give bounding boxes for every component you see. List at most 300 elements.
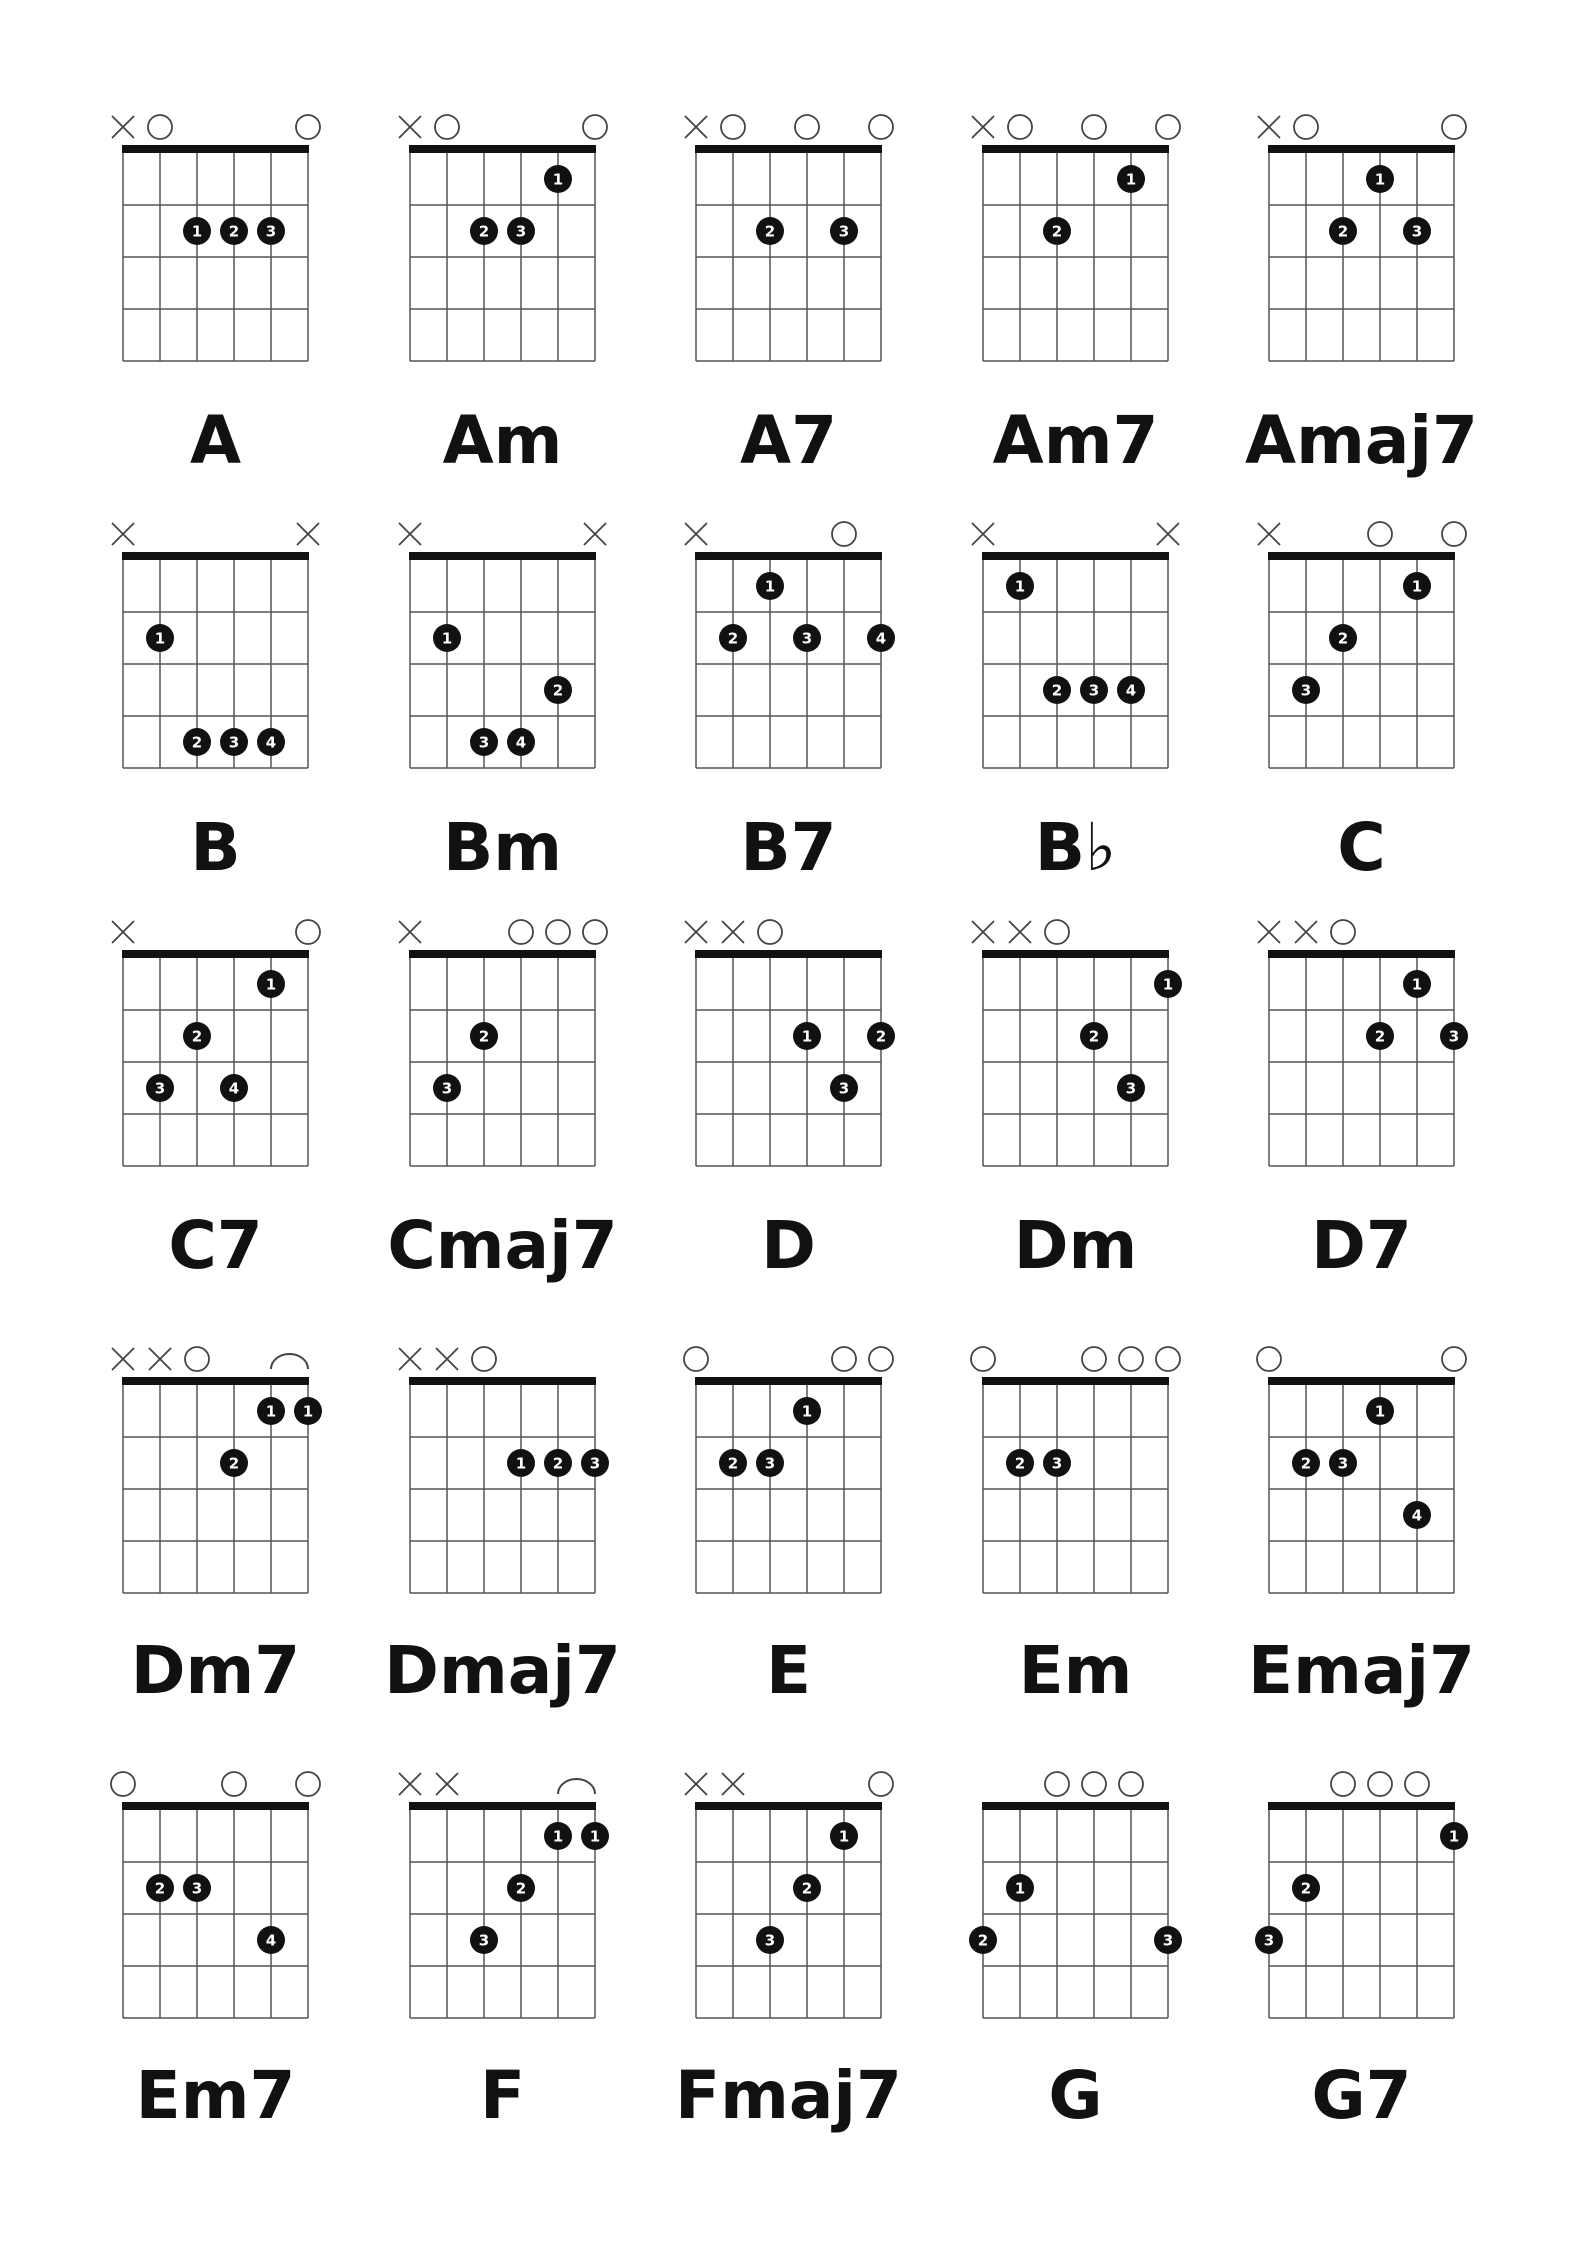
finger-dot bbox=[470, 217, 498, 245]
finger-number: 4 bbox=[875, 629, 887, 648]
finger-dot bbox=[257, 217, 285, 245]
finger-number: 3 bbox=[1162, 1931, 1174, 1950]
open-string-icon bbox=[1008, 115, 1032, 139]
nut bbox=[1268, 145, 1455, 153]
finger-dot bbox=[1080, 1022, 1108, 1050]
finger-number: 2 bbox=[764, 222, 776, 241]
chord-name: Emaj7 bbox=[1248, 1632, 1475, 1709]
open-string-icon bbox=[869, 1347, 893, 1371]
finger-number: 2 bbox=[154, 1879, 166, 1898]
finger-dot bbox=[867, 624, 895, 652]
chord-name: G bbox=[1048, 2057, 1103, 2134]
finger-number: 1 bbox=[552, 170, 564, 189]
finger-number: 1 bbox=[552, 1827, 564, 1846]
finger-number: 1 bbox=[1162, 975, 1174, 994]
finger-number: 3 bbox=[838, 1079, 850, 1098]
open-string-icon bbox=[832, 1347, 856, 1371]
chord-name: Fmaj7 bbox=[675, 2057, 902, 2134]
chord-name: D bbox=[761, 1207, 816, 1284]
finger-dot bbox=[1292, 1874, 1320, 1902]
finger-dot bbox=[507, 1874, 535, 1902]
chord-diagram bbox=[1258, 920, 1468, 1166]
chord-name: B bbox=[190, 809, 241, 886]
finger-dot bbox=[1255, 1926, 1283, 1954]
finger-dot bbox=[433, 1074, 461, 1102]
finger-dot bbox=[470, 1926, 498, 1954]
finger-dot bbox=[220, 217, 248, 245]
finger-number: 3 bbox=[589, 1454, 601, 1473]
finger-number: 2 bbox=[191, 1027, 203, 1046]
chord-name: Am bbox=[442, 402, 563, 479]
chord-diagram bbox=[112, 920, 320, 1166]
chord-diagram bbox=[684, 1347, 893, 1593]
open-string-icon bbox=[1045, 1772, 1069, 1796]
finger-number: 1 bbox=[1374, 1402, 1386, 1421]
chord-diagram bbox=[969, 1772, 1182, 2018]
muted-string-icon bbox=[685, 116, 707, 138]
finger-number: 2 bbox=[515, 1879, 527, 1898]
finger-dot bbox=[1440, 1822, 1468, 1850]
open-string-icon bbox=[1442, 1347, 1466, 1371]
nut bbox=[409, 1377, 596, 1385]
nut bbox=[982, 1377, 1169, 1385]
chord-name: C7 bbox=[168, 1207, 263, 1284]
finger-dot bbox=[257, 1397, 285, 1425]
finger-number: 4 bbox=[265, 1931, 277, 1950]
finger-number: 3 bbox=[228, 733, 240, 752]
open-string-icon bbox=[832, 522, 856, 546]
finger-dot bbox=[220, 1074, 248, 1102]
open-string-icon bbox=[1442, 522, 1466, 546]
chord-name: Em bbox=[1018, 1632, 1133, 1709]
finger-dot bbox=[830, 1822, 858, 1850]
nut bbox=[122, 1802, 309, 1810]
chord-diagram bbox=[1255, 1772, 1468, 2018]
open-string-icon bbox=[721, 115, 745, 139]
muted-string-icon bbox=[584, 523, 606, 545]
chord-diagram bbox=[1257, 1347, 1466, 1593]
finger-dot bbox=[1292, 1449, 1320, 1477]
open-string-icon bbox=[148, 115, 172, 139]
finger-number: 3 bbox=[1125, 1079, 1137, 1098]
finger-dot bbox=[1043, 676, 1071, 704]
chord-diagram bbox=[685, 1772, 893, 2018]
open-string-icon bbox=[509, 920, 533, 944]
finger-number: 1 bbox=[801, 1027, 813, 1046]
finger-dot bbox=[183, 217, 211, 245]
finger-number: 1 bbox=[801, 1402, 813, 1421]
chord-name: C bbox=[1337, 809, 1386, 886]
finger-dot bbox=[793, 624, 821, 652]
finger-number: 3 bbox=[801, 629, 813, 648]
open-string-icon bbox=[1156, 115, 1180, 139]
muted-string-icon bbox=[399, 921, 421, 943]
nut bbox=[982, 145, 1169, 153]
finger-number: 3 bbox=[515, 222, 527, 241]
finger-number: 1 bbox=[1014, 1879, 1026, 1898]
open-string-icon bbox=[1442, 115, 1466, 139]
muted-string-icon bbox=[1295, 921, 1317, 943]
open-string-icon bbox=[1331, 1772, 1355, 1796]
finger-number: 3 bbox=[191, 1879, 203, 1898]
finger-number: 4 bbox=[1125, 681, 1137, 700]
chord-diagram bbox=[972, 920, 1182, 1166]
chord-diagram bbox=[112, 115, 320, 361]
open-string-icon bbox=[1082, 1347, 1106, 1371]
finger-dot bbox=[830, 1074, 858, 1102]
muted-string-icon bbox=[297, 523, 319, 545]
finger-number: 4 bbox=[265, 733, 277, 752]
finger-dot bbox=[756, 1926, 784, 1954]
finger-dot bbox=[969, 1926, 997, 1954]
finger-dot bbox=[1006, 1874, 1034, 1902]
finger-number: 2 bbox=[478, 222, 490, 241]
chord-diagram bbox=[399, 1773, 609, 2018]
finger-dot bbox=[1154, 1926, 1182, 1954]
finger-dot bbox=[1329, 624, 1357, 652]
finger-dot bbox=[470, 728, 498, 756]
open-string-icon bbox=[869, 1772, 893, 1796]
open-string-icon bbox=[296, 115, 320, 139]
open-string-icon bbox=[1045, 920, 1069, 944]
muted-string-icon bbox=[436, 1773, 458, 1795]
nut bbox=[409, 145, 596, 153]
nut bbox=[1268, 950, 1455, 958]
finger-dot bbox=[183, 1022, 211, 1050]
finger-dot bbox=[1440, 1022, 1468, 1050]
chord-name: B♭ bbox=[1034, 809, 1117, 886]
finger-dot bbox=[719, 624, 747, 652]
finger-number: 2 bbox=[478, 1027, 490, 1046]
nut bbox=[122, 1377, 309, 1385]
finger-dot bbox=[719, 1449, 747, 1477]
chord-diagram bbox=[1258, 115, 1466, 361]
chord-name: Dm bbox=[1013, 1207, 1138, 1284]
finger-dot bbox=[867, 1022, 895, 1050]
finger-dot bbox=[793, 1874, 821, 1902]
finger-number: 2 bbox=[228, 1454, 240, 1473]
finger-number: 1 bbox=[838, 1827, 850, 1846]
muted-string-icon bbox=[1258, 921, 1280, 943]
chord-name: Bm bbox=[442, 809, 563, 886]
finger-dot bbox=[146, 1874, 174, 1902]
finger-dot bbox=[146, 624, 174, 652]
barre-icon bbox=[558, 1779, 595, 1794]
chord-name: E bbox=[765, 1632, 812, 1709]
nut bbox=[1268, 552, 1455, 560]
finger-number: 3 bbox=[1300, 681, 1312, 700]
finger-number: 2 bbox=[1014, 1454, 1026, 1473]
finger-dot bbox=[507, 1449, 535, 1477]
nut bbox=[695, 145, 882, 153]
open-string-icon bbox=[1082, 115, 1106, 139]
muted-string-icon bbox=[149, 1348, 171, 1370]
finger-number: 3 bbox=[1411, 222, 1423, 241]
muted-string-icon bbox=[112, 116, 134, 138]
nut bbox=[695, 1377, 882, 1385]
finger-number: 2 bbox=[875, 1027, 887, 1046]
open-string-icon bbox=[795, 115, 819, 139]
chord-name: Em7 bbox=[135, 2057, 296, 2134]
chord-diagram bbox=[972, 115, 1180, 361]
finger-dot bbox=[544, 676, 572, 704]
finger-dot bbox=[1366, 165, 1394, 193]
open-string-icon bbox=[583, 920, 607, 944]
finger-number: 3 bbox=[1337, 1454, 1349, 1473]
finger-dot bbox=[793, 1397, 821, 1425]
finger-number: 2 bbox=[552, 681, 564, 700]
finger-number: 1 bbox=[1411, 975, 1423, 994]
open-string-icon bbox=[185, 1347, 209, 1371]
muted-string-icon bbox=[685, 921, 707, 943]
muted-string-icon bbox=[722, 921, 744, 943]
chord-diagram bbox=[971, 1347, 1180, 1593]
finger-dot bbox=[1154, 970, 1182, 998]
finger-number: 2 bbox=[727, 629, 739, 648]
nut bbox=[982, 552, 1169, 560]
finger-number: 4 bbox=[515, 733, 527, 752]
finger-number: 1 bbox=[1448, 1827, 1460, 1846]
finger-number: 1 bbox=[1411, 577, 1423, 596]
finger-dot bbox=[1403, 572, 1431, 600]
finger-number: 4 bbox=[228, 1079, 240, 1098]
muted-string-icon bbox=[399, 1348, 421, 1370]
finger-number: 2 bbox=[801, 1879, 813, 1898]
nut bbox=[1268, 1802, 1455, 1810]
chord-diagram bbox=[685, 522, 895, 768]
muted-string-icon bbox=[972, 523, 994, 545]
finger-dot bbox=[294, 1397, 322, 1425]
nut bbox=[409, 1802, 596, 1810]
finger-dot bbox=[257, 728, 285, 756]
finger-number: 3 bbox=[154, 1079, 166, 1098]
finger-number: 2 bbox=[191, 733, 203, 752]
finger-dot bbox=[1366, 1397, 1394, 1425]
open-string-icon bbox=[546, 920, 570, 944]
muted-string-icon bbox=[1258, 523, 1280, 545]
finger-dot bbox=[183, 728, 211, 756]
finger-dot bbox=[183, 1874, 211, 1902]
finger-number: 1 bbox=[1125, 170, 1137, 189]
finger-dot bbox=[470, 1022, 498, 1050]
finger-number: 3 bbox=[838, 222, 850, 241]
finger-number: 2 bbox=[977, 1931, 989, 1950]
finger-number: 2 bbox=[552, 1454, 564, 1473]
chord-name: Amaj7 bbox=[1245, 402, 1478, 479]
chord-diagram bbox=[111, 1772, 320, 2018]
muted-string-icon bbox=[436, 1348, 458, 1370]
chord-diagram bbox=[112, 523, 319, 768]
open-string-icon bbox=[1082, 1772, 1106, 1796]
muted-string-icon bbox=[972, 921, 994, 943]
muted-string-icon bbox=[399, 523, 421, 545]
finger-number: 1 bbox=[441, 629, 453, 648]
chord-name: G7 bbox=[1311, 2057, 1412, 2134]
finger-dot bbox=[1080, 676, 1108, 704]
finger-dot bbox=[1006, 572, 1034, 600]
muted-string-icon bbox=[1157, 523, 1179, 545]
finger-number: 2 bbox=[1051, 222, 1063, 241]
finger-number: 2 bbox=[228, 222, 240, 241]
finger-dot bbox=[146, 1074, 174, 1102]
open-string-icon bbox=[1368, 1772, 1392, 1796]
finger-dot bbox=[581, 1822, 609, 1850]
open-string-icon bbox=[971, 1347, 995, 1371]
finger-number: 3 bbox=[478, 733, 490, 752]
finger-dot bbox=[1403, 217, 1431, 245]
finger-dot bbox=[1403, 970, 1431, 998]
finger-number: 1 bbox=[764, 577, 776, 596]
chord-diagram bbox=[112, 1347, 322, 1593]
finger-dot bbox=[220, 728, 248, 756]
finger-number: 4 bbox=[1411, 1506, 1423, 1525]
muted-string-icon bbox=[399, 1773, 421, 1795]
finger-dot bbox=[257, 1926, 285, 1954]
nut bbox=[409, 950, 596, 958]
finger-dot bbox=[544, 165, 572, 193]
open-string-icon bbox=[1119, 1772, 1143, 1796]
finger-number: 3 bbox=[478, 1931, 490, 1950]
finger-number: 2 bbox=[1300, 1454, 1312, 1473]
finger-number: 3 bbox=[1088, 681, 1100, 700]
chord-diagram bbox=[399, 920, 607, 1166]
finger-number: 2 bbox=[1088, 1027, 1100, 1046]
chord-name: B7 bbox=[740, 809, 837, 886]
finger-dot bbox=[1366, 1022, 1394, 1050]
open-string-icon bbox=[583, 115, 607, 139]
finger-number: 1 bbox=[191, 222, 203, 241]
open-string-icon bbox=[1368, 522, 1392, 546]
muted-string-icon bbox=[1258, 116, 1280, 138]
finger-number: 1 bbox=[1374, 170, 1386, 189]
open-string-icon bbox=[111, 1772, 135, 1796]
open-string-icon bbox=[1257, 1347, 1281, 1371]
finger-dot bbox=[1329, 217, 1357, 245]
nut bbox=[695, 950, 882, 958]
finger-dot bbox=[756, 217, 784, 245]
finger-number: 1 bbox=[154, 629, 166, 648]
finger-dot bbox=[830, 217, 858, 245]
finger-number: 1 bbox=[1014, 577, 1026, 596]
finger-number: 1 bbox=[265, 975, 277, 994]
open-string-icon bbox=[758, 920, 782, 944]
open-string-icon bbox=[1294, 115, 1318, 139]
muted-string-icon bbox=[972, 116, 994, 138]
finger-dot bbox=[1117, 676, 1145, 704]
nut bbox=[409, 552, 596, 560]
finger-dot bbox=[1043, 217, 1071, 245]
finger-number: 3 bbox=[764, 1931, 776, 1950]
finger-dot bbox=[1117, 165, 1145, 193]
finger-number: 1 bbox=[302, 1402, 314, 1421]
muted-string-icon bbox=[722, 1773, 744, 1795]
finger-dot bbox=[581, 1449, 609, 1477]
finger-number: 3 bbox=[265, 222, 277, 241]
finger-number: 2 bbox=[1337, 629, 1349, 648]
finger-dot bbox=[433, 624, 461, 652]
chord-diagram bbox=[972, 523, 1179, 768]
chord-name: A7 bbox=[739, 402, 838, 479]
finger-number: 3 bbox=[1448, 1027, 1460, 1046]
finger-number: 1 bbox=[589, 1827, 601, 1846]
finger-dot bbox=[793, 1022, 821, 1050]
finger-number: 3 bbox=[764, 1454, 776, 1473]
nut bbox=[982, 950, 1169, 958]
open-string-icon bbox=[1405, 1772, 1429, 1796]
chord-diagram bbox=[399, 115, 607, 361]
finger-dot bbox=[1117, 1074, 1145, 1102]
finger-dot bbox=[1043, 1449, 1071, 1477]
barre-icon bbox=[271, 1354, 308, 1369]
open-string-icon bbox=[472, 1347, 496, 1371]
chord-diagram bbox=[1258, 522, 1466, 768]
muted-string-icon bbox=[112, 921, 134, 943]
finger-dot bbox=[544, 1449, 572, 1477]
chord-name: A bbox=[189, 402, 242, 479]
muted-string-icon bbox=[112, 1348, 134, 1370]
nut bbox=[122, 145, 309, 153]
finger-dot bbox=[507, 217, 535, 245]
finger-number: 2 bbox=[727, 1454, 739, 1473]
finger-dot bbox=[544, 1822, 572, 1850]
chord-diagram bbox=[685, 920, 895, 1166]
finger-dot bbox=[756, 572, 784, 600]
muted-string-icon bbox=[1009, 921, 1031, 943]
chord-name: D7 bbox=[1311, 1207, 1412, 1284]
finger-number: 2 bbox=[1300, 1879, 1312, 1898]
open-string-icon bbox=[435, 115, 459, 139]
finger-number: 2 bbox=[1337, 222, 1349, 241]
nut bbox=[695, 1802, 882, 1810]
nut bbox=[1268, 1377, 1455, 1385]
open-string-icon bbox=[684, 1347, 708, 1371]
finger-dot bbox=[1329, 1449, 1357, 1477]
chord-name: Am7 bbox=[992, 402, 1159, 479]
muted-string-icon bbox=[685, 523, 707, 545]
open-string-icon bbox=[222, 1772, 246, 1796]
finger-dot bbox=[1006, 1449, 1034, 1477]
muted-string-icon bbox=[112, 523, 134, 545]
open-string-icon bbox=[1156, 1347, 1180, 1371]
open-string-icon bbox=[1119, 1347, 1143, 1371]
muted-string-icon bbox=[399, 116, 421, 138]
finger-number: 3 bbox=[1263, 1931, 1275, 1950]
finger-number: 1 bbox=[265, 1402, 277, 1421]
nut bbox=[982, 1802, 1169, 1810]
chord-name: Dmaj7 bbox=[384, 1632, 621, 1709]
chord-name: F bbox=[479, 2057, 526, 2134]
chord-diagram bbox=[399, 1347, 609, 1593]
chord-name: Cmaj7 bbox=[387, 1207, 618, 1284]
nut bbox=[122, 950, 309, 958]
finger-number: 3 bbox=[441, 1079, 453, 1098]
open-string-icon bbox=[869, 115, 893, 139]
open-string-icon bbox=[296, 920, 320, 944]
chord-diagram bbox=[685, 115, 893, 361]
chord-diagram bbox=[399, 523, 606, 768]
finger-dot bbox=[257, 970, 285, 998]
muted-string-icon bbox=[685, 1773, 707, 1795]
chord-name: Dm7 bbox=[130, 1632, 301, 1709]
open-string-icon bbox=[296, 1772, 320, 1796]
nut bbox=[695, 552, 882, 560]
finger-dot bbox=[220, 1449, 248, 1477]
finger-dot bbox=[507, 728, 535, 756]
finger-dot bbox=[756, 1449, 784, 1477]
finger-number: 2 bbox=[1374, 1027, 1386, 1046]
finger-dot bbox=[1403, 1501, 1431, 1529]
open-string-icon bbox=[1331, 920, 1355, 944]
